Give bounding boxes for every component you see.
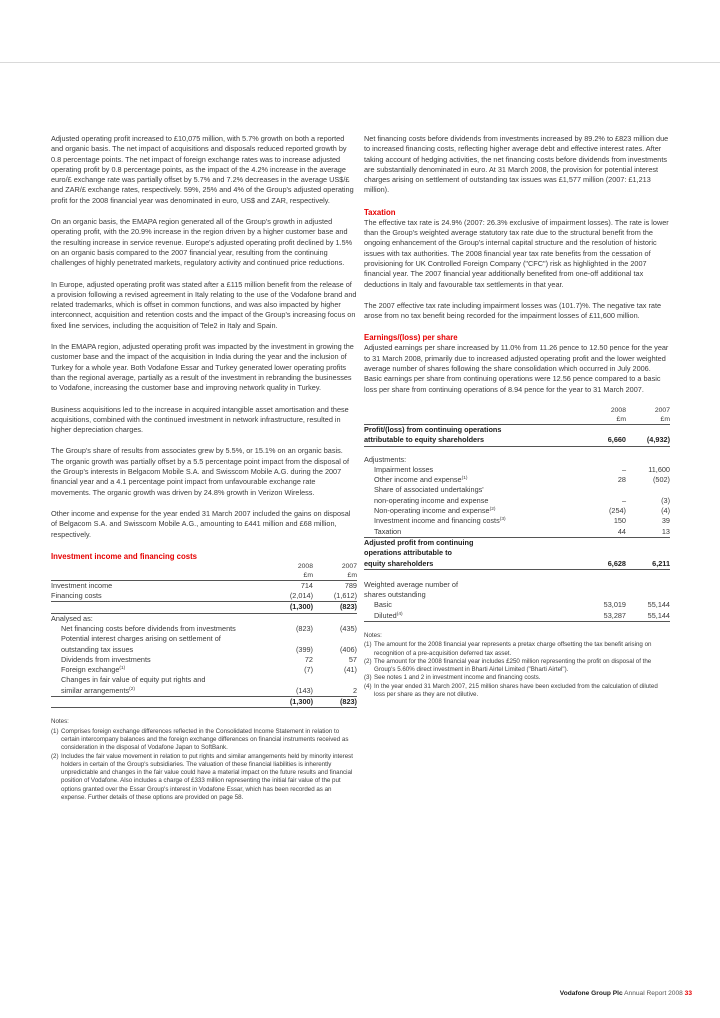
cell-2008: (2,014) <box>269 591 313 602</box>
table-row <box>364 496 670 506</box>
table-row <box>51 697 357 708</box>
label-text: Investment income <box>51 580 113 590</box>
cell-2008: 6,660 <box>582 435 626 446</box>
notes-heading: Notes: <box>51 718 69 726</box>
cell-2007: (41) <box>344 665 357 675</box>
table-row <box>51 645 357 655</box>
cell-2008: (1,300) <box>269 602 313 613</box>
cell-2008 <box>269 634 313 644</box>
table-row <box>51 675 357 685</box>
cell-2008: 714 <box>269 580 313 591</box>
table-row <box>51 624 357 634</box>
row-label: Share of associated undertakings' <box>374 485 484 495</box>
cell-2007: (4) <box>661 506 670 516</box>
row-label <box>51 602 269 613</box>
note-item <box>364 674 670 682</box>
unit-header: £m <box>616 415 626 423</box>
table-row <box>51 591 357 602</box>
row-label <box>51 591 269 602</box>
footnote-ref: (1) <box>461 476 468 482</box>
cell-2008: (399) <box>295 644 313 654</box>
section-heading-investment: Investment income and financing costs <box>51 551 198 561</box>
note-text: Comprises foreign exchange differences reflected in the Consolidated Income Statement in relation to certain intercompany balances and the foreign exchange differences on financial instruments received as consideration in the disposal of Vodafone Japan to SoftBank. <box>61 727 349 752</box>
note-item <box>51 753 357 803</box>
table-row <box>364 600 670 610</box>
table-row <box>364 548 670 558</box>
unit-header: £m <box>303 571 313 579</box>
cell-2007 <box>313 675 357 685</box>
year-header: 2007 <box>654 406 670 414</box>
label-text: Other income and expense <box>374 475 462 485</box>
paragraph: Adjusted operating profit increased to £10,075 million, with 5.7% growth on both a reported and organic basis. The net impact of acquisitions and disposals reduced reported growth by 0.8 percentage points. The net impact of foreign exchange rates was to increase adjusted operating profit by 0.8 percentage points, as the impact of the 4.2% increase in the average euro/£ exchange rate was partially offset by 5.7% and 7.2% decreases in the average US$/£ and ZAR/£ exchange rates, respectively. 59%, 25% and 4% of the Group's adjusted operating profit for the 2008 financial year was denominated in euro, US$ and ZAR, respectively. <box>51 134 354 205</box>
header-rule <box>0 62 720 63</box>
eps-table <box>364 406 670 622</box>
footnote-ref: (1) <box>119 666 126 672</box>
cell-2007: (823) <box>313 602 357 613</box>
table-units-row <box>364 415 670 425</box>
table-row <box>51 602 357 613</box>
paragraph: On an organic basis, the EMAPA region generated all of the Group's growth in adjusted operating profit, with the 20.9% increase in the region driven by a higher customer base and the resulting increase in service revenue. Europe's adjusted operating profit declined by 1.5% on an organic basis compared to the 2007 financial year, resulting from the continuing challenges of highly penetrated markets, regulatory activity and continued price reductions. <box>51 217 353 268</box>
unit-header: £m <box>347 571 357 579</box>
row-label <box>51 645 269 655</box>
year-header: 2008 <box>610 406 626 414</box>
table-row <box>51 613 357 624</box>
paragraph: In Europe, adjusted operating profit was stated after a £115 million benefit from the release of a provision following a revised agreement in Italy relating to the use of the Vodafone brand and related trademarks, which is offset in common functions, and was also impacted by higher interconnect, acquisition and retention costs and the impact of the Group's increasing focus on fixed line services, including the acquisition of Tele2 in Italy and Spain. <box>51 279 357 330</box>
table-row <box>51 665 357 675</box>
cell-2007 <box>313 634 357 644</box>
spacer-row <box>364 569 670 580</box>
cell-2008: 53,287 <box>582 611 626 622</box>
row-label <box>51 613 269 624</box>
label-text: Potential interest charges arising on settlement of <box>61 634 221 644</box>
unit-header: £m <box>660 415 670 423</box>
table-header-row <box>51 562 357 571</box>
row-label: equity shareholders <box>364 559 582 570</box>
right-column <box>364 134 670 699</box>
table-row <box>364 455 670 465</box>
row-label <box>51 580 269 591</box>
cell-2007: 2 <box>313 686 357 697</box>
note-text: Includes the fair value movement in relation to put rights and similar arrangements held by minority interest holders in certain of the Group's subsidiaries. The valuation of these financial liabilities is inherently unpredictable and changes in the fair value could have a material impact on the future results and financial position of Vodafone. Also includes a charge of £333 million representing the initial fair value of the put options granted over the Essar Group's interest in Vodafone Essar, which has been recorded as an expense. Further details of these options are provided on page 58. <box>61 752 353 802</box>
label-text: Dividends from investments <box>61 654 151 664</box>
note-item <box>51 728 357 753</box>
table-row <box>364 465 670 475</box>
cell-2007: 57 <box>348 654 357 664</box>
investment-income-table <box>51 562 357 709</box>
table-row <box>364 485 670 495</box>
cell-2008: – <box>621 464 626 474</box>
note-number: (4) <box>364 682 372 690</box>
table-row <box>51 580 357 591</box>
row-label: Impairment losses <box>374 464 434 474</box>
row-label <box>51 665 269 675</box>
table-row <box>364 435 670 446</box>
row-label <box>51 686 269 697</box>
paragraph: Net financing costs before dividends from investments increased by 89.2% to £823 million due to increased financing costs, reflecting higher average debt and effective interest rates. After taking account of hedging activities, the net financing costs before dividends from investments are substantially denominated in euro. At 31 March 2008, the provision for potential interest charges arising on settlement of outstanding tax issues was £1,577 million (2007: £1,213 million). <box>364 134 669 195</box>
row-label <box>364 516 582 526</box>
cell-2007: 11,600 <box>648 464 670 474</box>
paragraph: Other income and expense for the year ended 31 March 2007 included the gains on disposal of Belgacom S.A. and Swisscom Mobile A.G., amounting to £441 million and £68 million, respectively. <box>51 508 351 539</box>
footer-company: Vodafone Group Plc <box>559 990 623 997</box>
row-label: Adjusted profit from continuing <box>364 537 582 548</box>
note-text: The amount for the 2008 financial year represents a pretax charge offsetting the tax benefit arising on recognition of a pre-acquisition deferred tax asset. <box>374 641 652 657</box>
cell-2007: (406) <box>339 644 357 654</box>
cell-2007 <box>313 613 357 624</box>
cell-2007: 6,211 <box>626 559 670 570</box>
row-label: shares outstanding <box>364 590 426 600</box>
table-row <box>51 686 357 697</box>
footnote-ref: (3) <box>499 517 506 523</box>
cell-2007: (823) <box>313 697 357 708</box>
notes-block-right <box>364 632 670 699</box>
cell-2008: – <box>621 495 626 505</box>
row-label: non-operating income and expense <box>374 495 489 505</box>
row-label <box>364 611 582 622</box>
cell-2007: (3) <box>661 495 670 505</box>
footnote-ref: (2) <box>129 686 136 692</box>
cell-2008: 44 <box>617 526 626 536</box>
left-column <box>51 134 357 802</box>
table-row <box>364 475 670 485</box>
table-row <box>364 516 670 526</box>
row-label <box>51 634 269 644</box>
label-text: Financing costs <box>51 591 102 601</box>
cell-2007: 39 <box>661 516 670 526</box>
footnote-ref: (4) <box>396 611 403 617</box>
row-label: operations attributable to <box>364 548 452 558</box>
cell-2008: (254) <box>608 506 626 516</box>
row-label: Basic <box>374 600 392 610</box>
cell-2008: 150 <box>613 516 626 526</box>
footnote-ref: (2) <box>489 507 496 513</box>
cell-2008: (1,300) <box>269 697 313 708</box>
label-text: Diluted <box>374 610 397 620</box>
cell-2007: (4,932) <box>626 435 670 446</box>
table-row <box>364 506 670 516</box>
cell-2008: 53,019 <box>603 600 626 610</box>
table-row <box>364 537 670 548</box>
cell-2007: (435) <box>339 623 357 633</box>
label-text: Changes in fair value of equity put rights and <box>61 675 206 685</box>
paragraph: Business acquisitions led to the increase in acquired intangible asset amortisation and these acquisitions, combined with the continued investment in network infrastructure, resulted in higher depreciation charges. <box>51 404 349 435</box>
paragraph: Adjusted earnings per share increased by 11.0% from 11.26 pence to 12.50 pence for the year to 31 March 2008, primarily due to increased adjusted operating profit and the lower weighted average number of shares following the share consolidation which occurred in July 2006. Basic earnings per share from continuing operations were 12.56 pence compared to a basic loss per share from continuing operations of 8.94 pence for the year to 31 March 2007. <box>364 343 669 394</box>
cell-2008: (7) <box>304 665 313 675</box>
cell-2008: 6,628 <box>582 559 626 570</box>
spacer-row <box>364 446 670 455</box>
row-label <box>51 655 269 665</box>
note-text: In the year ended 31 March 2007, 215 million shares have been excluded from the calculation of diluted loss per share as they are not dilutive. <box>374 682 658 699</box>
table-row <box>364 527 670 538</box>
paragraph: The effective tax rate is 24.9% (2007: 26.3% exclusive of impairment losses). The rate is lower than the Group's weighted average statutory tax rate due to the structural benefit from the ongoing enhancement of the Group's internal capital structure and the resolution of historic issues with tax authorities. The 2008 financial year tax rate benefits from the cessation of provisioning for UK Controlled Foreign Company ("CFC") risk as highlighted in the 2007 financial year. The 2007 financial year additionally benefited from one-off additional tax deductions in Italy and favourable tax settlements in that year. <box>364 217 669 289</box>
note-number: (3) <box>364 674 372 682</box>
paragraph: The 2007 effective tax rate including impairment losses was (101.7)%. The negative tax rate arose from no tax benefit being recorded for the impairment losses of £11,600 million. <box>364 300 662 321</box>
row-label: Adjustments: <box>364 454 407 464</box>
cell-2008: 28 <box>617 475 626 485</box>
note-number: (1) <box>51 727 59 735</box>
label-text: Investment income and financing costs <box>374 516 500 526</box>
row-label: Taxation <box>374 526 402 536</box>
cell-2007: 55,144 <box>647 600 670 610</box>
label-text: Foreign exchange <box>61 665 120 675</box>
page-number: 33 <box>684 990 692 997</box>
row-label <box>51 675 269 685</box>
cell-2007: 55,144 <box>626 611 670 622</box>
row-label: Profit/(loss) from continuing operations <box>364 424 582 435</box>
page-footer <box>560 989 692 999</box>
table-row <box>364 424 670 435</box>
row-label <box>364 475 582 485</box>
row-label <box>51 624 269 634</box>
table-row <box>364 580 670 590</box>
paragraph: The Group's share of results from associates grew by 5.5%, or 15.1% on an organic basis. The organic growth was partially offset by a 5.5 percentage point impact from the disposal of the Group's interests in Belgacom Mobile S.A. and Swisscom Mobile A.G. during the 2007 financial year and a 4.1 percentage point impact from unfavourable exchange rate movements. The organic growth was driven by 24.8% growth in Verizon Wireless. <box>51 446 349 497</box>
section-heading-taxation: Taxation <box>364 207 396 217</box>
note-item <box>364 641 670 658</box>
label-text: outstanding tax issues <box>61 644 134 654</box>
cell-2007: 13 <box>661 526 670 536</box>
cell-2008 <box>269 675 313 685</box>
note-item <box>364 683 670 700</box>
row-label <box>51 697 269 708</box>
cell-2007: 789 <box>313 580 357 591</box>
cell-2008: (143) <box>269 686 313 697</box>
year-header: 2008 <box>297 562 313 570</box>
note-text: See notes 1 and 2 in investment income and financing costs. <box>374 674 541 682</box>
cell-2008: 72 <box>304 654 313 664</box>
label-text: similar arrangements <box>61 685 130 695</box>
label-text: Net financing costs before dividends from investments <box>61 623 236 633</box>
section-heading-eps: Earnings/(loss) per share <box>364 333 458 343</box>
notes-block-left <box>51 718 357 802</box>
table-row <box>364 590 670 600</box>
footer-report: Annual Report 2008 <box>622 990 685 997</box>
table-row <box>51 634 357 644</box>
row-label: Weighted average number of <box>364 579 458 589</box>
table-row <box>51 655 357 665</box>
note-text: The amount for the 2008 financial year includes £250 million representing the profit on disposal of the Group's 5.60% direct investment in Bharti Airtel Limited ("Bharti Airtel"). <box>374 657 652 674</box>
label-text: Non-operating income and expense <box>374 506 490 516</box>
label-text: Analysed as: <box>51 613 93 623</box>
table-units-row <box>51 571 357 581</box>
cell-2008: (823) <box>295 623 313 633</box>
table-row <box>364 559 670 570</box>
note-number: (2) <box>51 752 59 760</box>
table-row <box>364 611 670 622</box>
year-header: 2007 <box>341 562 357 570</box>
cell-2007: (502) <box>652 475 670 485</box>
note-number: (1) <box>364 641 372 649</box>
table-header-row <box>364 406 670 415</box>
notes-heading: Notes: <box>364 631 382 639</box>
cell-2007: (1,612) <box>313 591 357 602</box>
note-number: (2) <box>364 657 372 665</box>
row-label <box>364 506 582 516</box>
paragraph: In the EMAPA region, adjusted operating profit was impacted by the investment in growing the customer base and the impact of the acquisition in India during the year and the inclusion of Turkey for a whole year. Both Vodafone Essar and Turkey generated lower operating profits than the regional average, partially as a result of the investment in rebranding the businesses to Vodafone, increasing the customer base and improving network quality in Turkey. <box>51 342 354 393</box>
row-label: attributable to equity shareholders <box>364 435 582 446</box>
cell-2008 <box>269 613 313 624</box>
note-item <box>364 658 670 675</box>
